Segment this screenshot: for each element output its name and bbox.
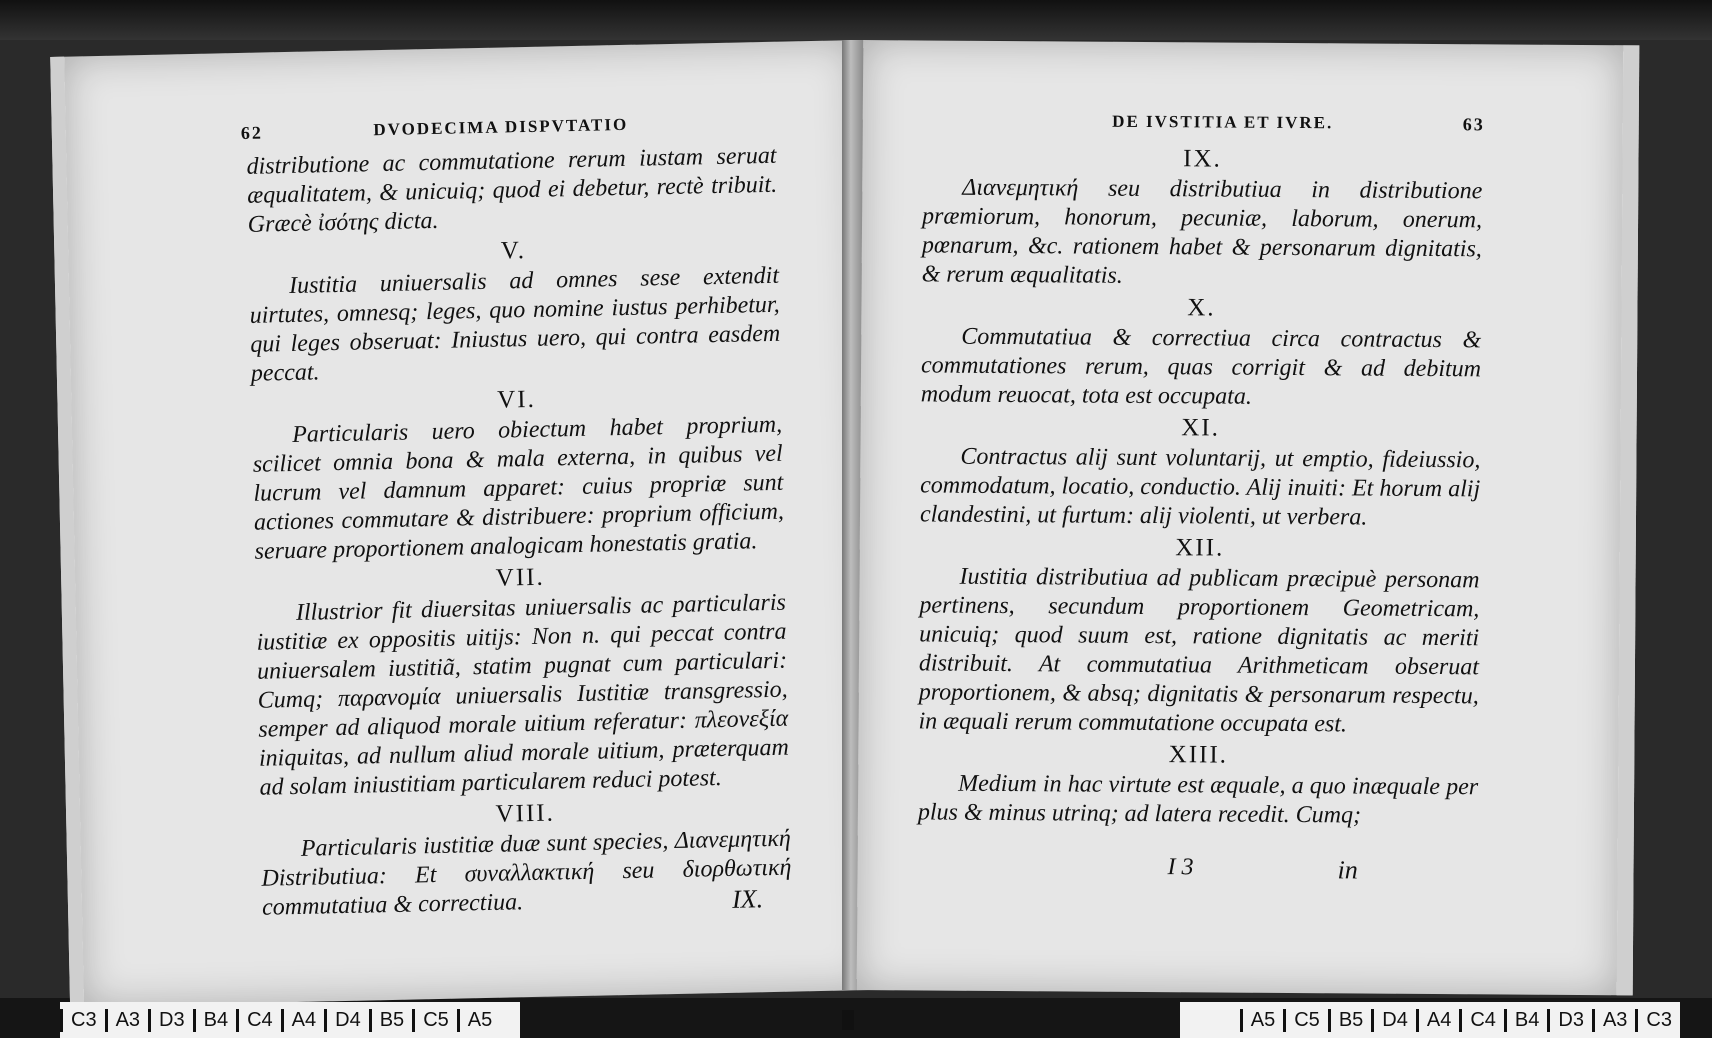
paragraph: Iustitia uniuersalis ad omnes sese extendit uirtutes, omnesq; leges, quo nomine iustus perhibetur, qui leges obseruat: Iniustus uero, qui contra easdem peccat. [249, 262, 781, 387]
strip-label: C5 [412, 1009, 457, 1032]
section-number: IX. [1183, 145, 1222, 173]
color-calibration-strip-right [1180, 1002, 1680, 1038]
catchword: in [1337, 855, 1358, 885]
section-number: X. [1187, 294, 1216, 322]
section-number: XI. [1181, 414, 1221, 442]
paragraph: Illustrior fit diuersitas uniuersalis ac particularis iustitiæ ex oppositis uitijs: Non n. qui peccat contra uniuersalem iustitiã, statim pugnat cum particulari: Cumq; παρανομία uniuersalis Iustitiæ transgressio, semper ad aliquod morale uitium referatur: πλεονεξία iniquitas, ad nullum aliud morale uitium, præterquam ad solam iniustitiam particularem reduci potest. [256, 589, 790, 801]
strip-label: A4 [1416, 1009, 1459, 1032]
paragraph: Particularis uero obiectum habet proprium, scilicet omnia bona & mala externa, in quibus vel lucrum vel damnum apparet: cuius propriæ sunt actiones commutare & distribuere: proprium officium, seruare proportionem analogicam honestatis gratia. [252, 411, 785, 565]
section-number: VI. [496, 385, 537, 414]
strip-label: B5 [1328, 1009, 1371, 1032]
left-page-text [246, 142, 792, 923]
section-number: VII. [495, 563, 545, 592]
strip-label: B4 [193, 1009, 236, 1032]
strip-label: C3 [1635, 1009, 1680, 1032]
color-calibration-strip-left [60, 1002, 520, 1038]
page-number: 63 [1462, 114, 1485, 135]
strip-label: D4 [324, 1009, 369, 1032]
section-number: XII. [1175, 534, 1225, 562]
page-number: 62 [240, 122, 264, 143]
right-page-text [918, 140, 1483, 831]
section-number: VIII. [495, 799, 556, 828]
strip-label: D4 [1371, 1009, 1416, 1032]
strip-label: A3 [1592, 1009, 1635, 1032]
signature-mark: I 3 [1167, 854, 1194, 881]
paragraph: Particularis iustitiæ duæ sunt species, Διανεμητική Distributiua: Et συναλλακτική seu διορθωτική commutatiua & correctiua. [261, 825, 792, 921]
right-page [857, 40, 1640, 995]
paragraph: Contractus alij sunt voluntarij, ut emptio, fideiussio, commodatum, locatio, conductio. Alij inuiti: Et horum alij clandestini, ut furtum: alij violenti, ut verbera. [919, 443, 1481, 531]
paragraph: Commutatiua & correctiua circa contractus & commutationes rerum, quas corrigit & ad debitum modum reuocat, tota est occupata. [920, 323, 1482, 410]
strip-label: A4 [281, 1009, 324, 1032]
spine-marker [842, 1010, 854, 1030]
strip-label: B4 [1504, 1009, 1547, 1032]
paragraph: Medium in hac virtute est æquale, a quo inæquale per plus & minus utrinq; ad latera recedit. Cumq; [917, 770, 1479, 829]
strip-label: C4 [236, 1009, 281, 1032]
strip-label: C4 [1459, 1009, 1504, 1032]
strip-label: C5 [1283, 1009, 1328, 1032]
section-number: XIII. [1168, 741, 1229, 769]
strip-label: C3 [60, 1009, 105, 1032]
strip-label: D3 [1547, 1009, 1592, 1032]
running-head: DVODECIMA DISPVTATIO [373, 114, 629, 140]
strip-label: D3 [148, 1009, 193, 1032]
strip-label: A3 [105, 1009, 148, 1032]
left-page [50, 40, 874, 1007]
running-head: DE IVSTITIA ET IVRE. [1112, 111, 1334, 133]
paragraph: Διανεμητική seu distributiua in distributione præmiorum, honorum, pecuniæ, laborum, onerum, pœnarum, &c. rationem habet & personarum dignitatis, & rerum æqualitatis. [921, 174, 1483, 289]
paragraph: Iustitia distributiua ad publicam præcipuè personam pertinens, secundum proportionem Geometricam, unicuiq; quod suum est, ratione dignitatis ac meriti distribuit. At commutatiua Arithmeticam obseruat proportionem, & absq; dignitatis & personarum respectu, in æquali rerum commutatione occupata est. [918, 563, 1480, 738]
open-book [60, 30, 1620, 990]
strip-label: B5 [369, 1009, 412, 1032]
strip-label: A5 [457, 1009, 500, 1032]
strip-label: A5 [1240, 1009, 1283, 1032]
catchword: IX. [731, 884, 764, 914]
paragraph: distributione ac commutatione rerum iustam seruat æqualitatem, & unicuiq; quod ei debetur, rectè tribuit. Græcè ἰσότης dicta. [246, 142, 778, 238]
section-number: V. [500, 237, 527, 265]
